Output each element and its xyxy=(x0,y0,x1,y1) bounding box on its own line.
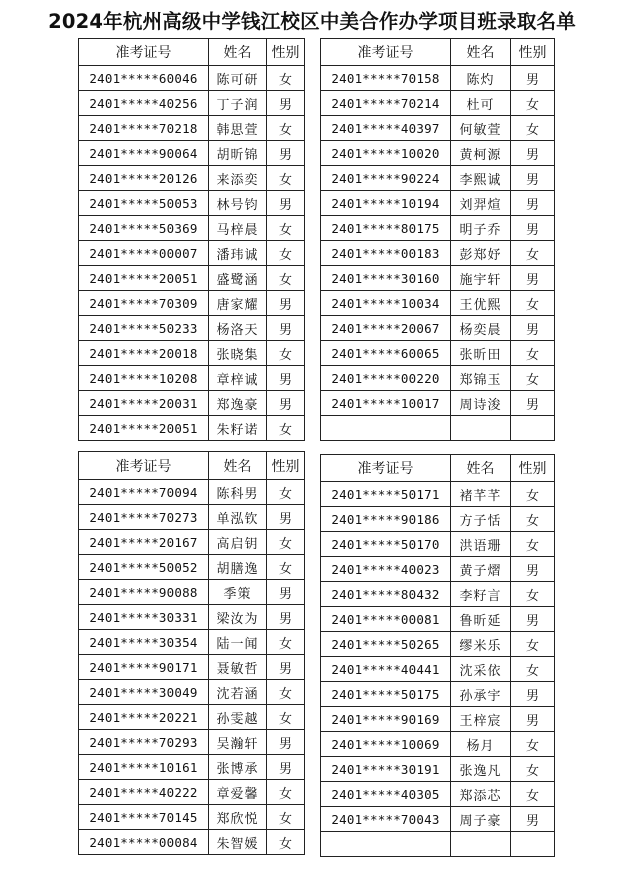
gender-cell: 女 xyxy=(511,341,555,366)
exam-number-cell: 2401*****70309 xyxy=(79,291,209,316)
student-name-cell: 周诗浚 xyxy=(451,391,511,416)
gender-cell: 女 xyxy=(267,166,305,191)
table-row xyxy=(79,580,305,605)
student-name-cell: 洪语珊 xyxy=(451,532,511,557)
student-name-cell: 朱籽诺 xyxy=(209,416,267,441)
student-name-cell: 孙承宇 xyxy=(451,682,511,707)
exam-number-cell: 2401*****40222 xyxy=(79,780,209,805)
student-name-cell: 缪米乐 xyxy=(451,632,511,657)
gender-cell: 男 xyxy=(511,266,555,291)
student-name-cell: 张晓集 xyxy=(209,341,267,366)
table-header-row xyxy=(321,455,555,482)
gender-cell: 女 xyxy=(511,582,555,607)
table-row xyxy=(321,291,555,316)
gender-cell xyxy=(511,832,555,857)
student-name-cell: 聂敏哲 xyxy=(209,655,267,680)
table-row xyxy=(321,416,555,441)
student-name-cell: 丁子润 xyxy=(209,91,267,116)
header-name: 姓名 xyxy=(451,455,511,482)
student-name-cell: 章梓诚 xyxy=(209,366,267,391)
exam-number-cell xyxy=(321,832,451,857)
exam-number-cell: 2401*****00084 xyxy=(79,830,209,855)
table-row xyxy=(321,682,555,707)
table-row xyxy=(321,507,555,532)
table-row xyxy=(321,66,555,91)
gender-cell: 女 xyxy=(267,830,305,855)
table-row xyxy=(321,832,555,857)
gender-cell: 女 xyxy=(511,782,555,807)
exam-number-cell: 2401*****60046 xyxy=(79,66,209,91)
exam-number-cell: 2401*****10069 xyxy=(321,732,451,757)
student-name-cell: 单泓钦 xyxy=(209,505,267,530)
student-name-cell: 梁汝为 xyxy=(209,605,267,630)
table-row xyxy=(79,416,305,441)
exam-number-cell: 2401*****80175 xyxy=(321,216,451,241)
table-row xyxy=(79,66,305,91)
exam-number-cell: 2401*****50265 xyxy=(321,632,451,657)
table-row xyxy=(321,582,555,607)
gender-cell: 女 xyxy=(511,632,555,657)
table-row xyxy=(79,216,305,241)
gender-cell: 男 xyxy=(511,707,555,732)
student-name-cell: 杜可 xyxy=(451,91,511,116)
table-row xyxy=(79,630,305,655)
student-name-cell: 盛鹭涵 xyxy=(209,266,267,291)
gender-cell: 男 xyxy=(511,682,555,707)
student-name-cell: 来添奕 xyxy=(209,166,267,191)
table-row xyxy=(321,532,555,557)
gender-cell: 女 xyxy=(511,757,555,782)
student-name-cell: 沈采依 xyxy=(451,657,511,682)
exam-number-cell: 2401*****70273 xyxy=(79,505,209,530)
table-row xyxy=(79,705,305,730)
student-name-cell xyxy=(451,832,511,857)
exam-number-cell: 2401*****20167 xyxy=(79,530,209,555)
exam-number-cell: 2401*****10161 xyxy=(79,755,209,780)
gender-cell: 女 xyxy=(267,416,305,441)
header-gender: 性别 xyxy=(267,39,305,66)
exam-number-cell: 2401*****70145 xyxy=(79,805,209,830)
student-name-cell: 陆一闻 xyxy=(209,630,267,655)
exam-number-cell: 2401*****90186 xyxy=(321,507,451,532)
table-header-row xyxy=(79,452,305,480)
gender-cell: 女 xyxy=(267,780,305,805)
student-name-cell: 刘羿煊 xyxy=(451,191,511,216)
student-name-cell: 郑锦玉 xyxy=(451,366,511,391)
exam-number-cell: 2401*****10020 xyxy=(321,141,451,166)
table-row xyxy=(321,91,555,116)
student-name-cell: 李籽言 xyxy=(451,582,511,607)
table-header-row xyxy=(79,39,305,66)
table-row xyxy=(79,730,305,755)
student-name-cell: 郑逸豪 xyxy=(209,391,267,416)
gender-cell: 女 xyxy=(267,530,305,555)
table-row xyxy=(79,341,305,366)
gender-cell: 女 xyxy=(511,366,555,391)
gender-cell: 男 xyxy=(267,391,305,416)
gender-cell: 男 xyxy=(511,166,555,191)
table-row xyxy=(321,366,555,391)
exam-number-cell: 2401*****10034 xyxy=(321,291,451,316)
header-exam-number: 准考证号 xyxy=(79,39,209,66)
gender-cell: 男 xyxy=(511,807,555,832)
table-row xyxy=(321,316,555,341)
gender-cell: 男 xyxy=(267,580,305,605)
student-name-cell: 陈灼 xyxy=(451,66,511,91)
exam-number-cell xyxy=(321,416,451,441)
student-name-cell: 李熙诚 xyxy=(451,166,511,191)
table-row xyxy=(321,482,555,507)
exam-number-cell: 2401*****30191 xyxy=(321,757,451,782)
header-name: 姓名 xyxy=(451,39,511,66)
gender-cell: 男 xyxy=(267,366,305,391)
student-name-cell: 褚芊芊 xyxy=(451,482,511,507)
student-name-cell: 潘玮诚 xyxy=(209,241,267,266)
exam-number-cell: 2401*****80432 xyxy=(321,582,451,607)
gender-cell: 男 xyxy=(511,66,555,91)
gender-cell: 女 xyxy=(267,805,305,830)
table-row xyxy=(79,680,305,705)
student-name-cell: 高启钥 xyxy=(209,530,267,555)
table-row xyxy=(321,116,555,141)
exam-number-cell: 2401*****90224 xyxy=(321,166,451,191)
gender-cell: 男 xyxy=(267,91,305,116)
table-row xyxy=(79,505,305,530)
gender-cell: 女 xyxy=(267,555,305,580)
table-row xyxy=(79,480,305,505)
student-name-cell: 黄柯源 xyxy=(451,141,511,166)
exam-number-cell: 2401*****40305 xyxy=(321,782,451,807)
exam-number-cell: 2401*****70094 xyxy=(79,480,209,505)
exam-number-cell: 2401*****40441 xyxy=(321,657,451,682)
student-name-cell: 黄子熠 xyxy=(451,557,511,582)
gender-cell: 女 xyxy=(511,91,555,116)
student-name-cell: 唐家耀 xyxy=(209,291,267,316)
gender-cell: 女 xyxy=(511,482,555,507)
student-name-cell: 王优熙 xyxy=(451,291,511,316)
gender-cell: 男 xyxy=(511,191,555,216)
exam-number-cell: 2401*****90088 xyxy=(79,580,209,605)
exam-number-cell: 2401*****30354 xyxy=(79,630,209,655)
table-row xyxy=(321,732,555,757)
exam-number-cell: 2401*****10017 xyxy=(321,391,451,416)
admission-table-bottom-right xyxy=(320,454,555,857)
student-name-cell: 杨洛天 xyxy=(209,316,267,341)
table-row xyxy=(79,830,305,855)
exam-number-cell: 2401*****50053 xyxy=(79,191,209,216)
gender-cell: 女 xyxy=(511,241,555,266)
student-name-cell: 张昕田 xyxy=(451,341,511,366)
table-row xyxy=(321,657,555,682)
table-row xyxy=(79,755,305,780)
table-row xyxy=(321,757,555,782)
exam-number-cell: 2401*****40397 xyxy=(321,116,451,141)
student-name-cell: 马梓晨 xyxy=(209,216,267,241)
student-name-cell: 张博承 xyxy=(209,755,267,780)
exam-number-cell: 2401*****60065 xyxy=(321,341,451,366)
student-name-cell: 章爱馨 xyxy=(209,780,267,805)
gender-cell: 女 xyxy=(511,732,555,757)
student-name-cell: 鲁昕延 xyxy=(451,607,511,632)
exam-number-cell: 2401*****70158 xyxy=(321,66,451,91)
student-name-cell: 何敏萱 xyxy=(451,116,511,141)
gender-cell: 男 xyxy=(267,605,305,630)
exam-number-cell: 2401*****10194 xyxy=(321,191,451,216)
student-name-cell: 明子乔 xyxy=(451,216,511,241)
exam-number-cell: 2401*****20051 xyxy=(79,416,209,441)
exam-number-cell: 2401*****30160 xyxy=(321,266,451,291)
exam-number-cell: 2401*****50170 xyxy=(321,532,451,557)
table-header-row xyxy=(321,39,555,66)
table-row xyxy=(79,605,305,630)
exam-number-cell: 2401*****50052 xyxy=(79,555,209,580)
table-row xyxy=(321,707,555,732)
student-name-cell: 郑添芯 xyxy=(451,782,511,807)
student-name-cell: 彭郑妤 xyxy=(451,241,511,266)
table-row xyxy=(321,266,555,291)
exam-number-cell: 2401*****70218 xyxy=(79,116,209,141)
exam-number-cell: 2401*****00007 xyxy=(79,241,209,266)
student-name-cell: 郑欣悦 xyxy=(209,805,267,830)
student-name-cell: 沈若涵 xyxy=(209,680,267,705)
student-name-cell: 朱智媛 xyxy=(209,830,267,855)
student-name-cell: 杨奕晨 xyxy=(451,316,511,341)
exam-number-cell: 2401*****90064 xyxy=(79,141,209,166)
exam-number-cell: 2401*****00220 xyxy=(321,366,451,391)
exam-number-cell: 2401*****30331 xyxy=(79,605,209,630)
gender-cell: 男 xyxy=(267,655,305,680)
exam-number-cell: 2401*****40023 xyxy=(321,557,451,582)
table-row xyxy=(79,316,305,341)
exam-number-cell: 2401*****40256 xyxy=(79,91,209,116)
table-row xyxy=(321,391,555,416)
table-row xyxy=(321,632,555,657)
header-exam-number: 准考证号 xyxy=(79,452,209,480)
table-row xyxy=(79,116,305,141)
table-row xyxy=(321,191,555,216)
gender-cell: 女 xyxy=(267,705,305,730)
table-row xyxy=(79,191,305,216)
exam-number-cell: 2401*****20051 xyxy=(79,266,209,291)
gender-cell: 女 xyxy=(267,66,305,91)
header-name: 姓名 xyxy=(209,39,267,66)
student-name-cell: 张逸凡 xyxy=(451,757,511,782)
gender-cell: 男 xyxy=(511,216,555,241)
table-row xyxy=(321,241,555,266)
table-row xyxy=(79,91,305,116)
gender-cell: 女 xyxy=(511,291,555,316)
table-row xyxy=(79,141,305,166)
gender-cell: 男 xyxy=(511,557,555,582)
exam-number-cell: 2401*****10208 xyxy=(79,366,209,391)
exam-number-cell: 2401*****00081 xyxy=(321,607,451,632)
student-name-cell: 陈科男 xyxy=(209,480,267,505)
exam-number-cell: 2401*****70293 xyxy=(79,730,209,755)
student-name-cell: 孙雯越 xyxy=(209,705,267,730)
exam-number-cell: 2401*****30049 xyxy=(79,680,209,705)
table-row xyxy=(321,782,555,807)
student-name-cell: 季策 xyxy=(209,580,267,605)
exam-number-cell: 2401*****00183 xyxy=(321,241,451,266)
gender-cell: 女 xyxy=(267,480,305,505)
admission-table-top-left xyxy=(78,38,305,441)
gender-cell: 女 xyxy=(511,507,555,532)
gender-cell: 女 xyxy=(511,532,555,557)
gender-cell: 女 xyxy=(511,116,555,141)
student-name-cell: 王梓宸 xyxy=(451,707,511,732)
gender-cell: 男 xyxy=(267,730,305,755)
exam-number-cell: 2401*****70043 xyxy=(321,807,451,832)
gender-cell: 男 xyxy=(267,755,305,780)
gender-cell: 男 xyxy=(511,316,555,341)
gender-cell: 男 xyxy=(267,316,305,341)
gender-cell: 女 xyxy=(267,630,305,655)
header-exam-number: 准考证号 xyxy=(321,39,451,66)
student-name-cell: 方子恬 xyxy=(451,507,511,532)
table-row xyxy=(79,555,305,580)
page-title: 2024年杭州高级中学钱江校区中美合作办学项目班录取名单 xyxy=(48,10,576,33)
table-row xyxy=(321,166,555,191)
header-gender: 性别 xyxy=(511,455,555,482)
table-row xyxy=(321,807,555,832)
student-name-cell: 吴瀚轩 xyxy=(209,730,267,755)
exam-number-cell: 2401*****90169 xyxy=(321,707,451,732)
student-name-cell: 周子豪 xyxy=(451,807,511,832)
gender-cell: 男 xyxy=(267,505,305,530)
gender-cell: 女 xyxy=(267,241,305,266)
exam-number-cell: 2401*****20221 xyxy=(79,705,209,730)
gender-cell: 男 xyxy=(511,391,555,416)
student-name-cell: 韩思萱 xyxy=(209,116,267,141)
student-name-cell: 陈可研 xyxy=(209,66,267,91)
table-row xyxy=(79,266,305,291)
gender-cell: 女 xyxy=(267,680,305,705)
admission-table-top-right xyxy=(320,38,555,441)
header-gender: 性别 xyxy=(511,39,555,66)
student-name-cell: 胡昕锦 xyxy=(209,141,267,166)
exam-number-cell: 2401*****20018 xyxy=(79,341,209,366)
table-row xyxy=(321,557,555,582)
table-row xyxy=(79,391,305,416)
gender-cell: 男 xyxy=(511,141,555,166)
exam-number-cell: 2401*****20067 xyxy=(321,316,451,341)
table-row xyxy=(79,780,305,805)
exam-number-cell: 2401*****70214 xyxy=(321,91,451,116)
exam-number-cell: 2401*****50233 xyxy=(79,316,209,341)
gender-cell: 女 xyxy=(267,216,305,241)
table-row xyxy=(79,530,305,555)
student-name-cell: 林号钧 xyxy=(209,191,267,216)
student-name-cell: 胡膳逸 xyxy=(209,555,267,580)
header-gender: 性别 xyxy=(267,452,305,480)
gender-cell: 男 xyxy=(267,291,305,316)
table-row xyxy=(321,216,555,241)
table-row xyxy=(79,366,305,391)
gender-cell: 女 xyxy=(267,116,305,141)
exam-number-cell: 2401*****20126 xyxy=(79,166,209,191)
table-row xyxy=(321,607,555,632)
table-row xyxy=(79,291,305,316)
gender-cell: 男 xyxy=(511,607,555,632)
student-name-cell xyxy=(451,416,511,441)
header-exam-number: 准考证号 xyxy=(321,455,451,482)
table-row xyxy=(79,655,305,680)
admission-table-bottom-left xyxy=(78,451,305,855)
table-row xyxy=(321,341,555,366)
exam-number-cell: 2401*****20031 xyxy=(79,391,209,416)
exam-number-cell: 2401*****50369 xyxy=(79,216,209,241)
gender-cell: 女 xyxy=(267,266,305,291)
exam-number-cell: 2401*****50175 xyxy=(321,682,451,707)
gender-cell: 女 xyxy=(267,341,305,366)
exam-number-cell: 2401*****50171 xyxy=(321,482,451,507)
gender-cell xyxy=(511,416,555,441)
gender-cell: 男 xyxy=(267,191,305,216)
table-row xyxy=(79,805,305,830)
table-row xyxy=(321,141,555,166)
student-name-cell: 杨月 xyxy=(451,732,511,757)
student-name-cell: 施宇轩 xyxy=(451,266,511,291)
gender-cell: 女 xyxy=(511,657,555,682)
table-row xyxy=(79,241,305,266)
exam-number-cell: 2401*****90171 xyxy=(79,655,209,680)
header-name: 姓名 xyxy=(209,452,267,480)
table-row xyxy=(79,166,305,191)
gender-cell: 男 xyxy=(267,141,305,166)
